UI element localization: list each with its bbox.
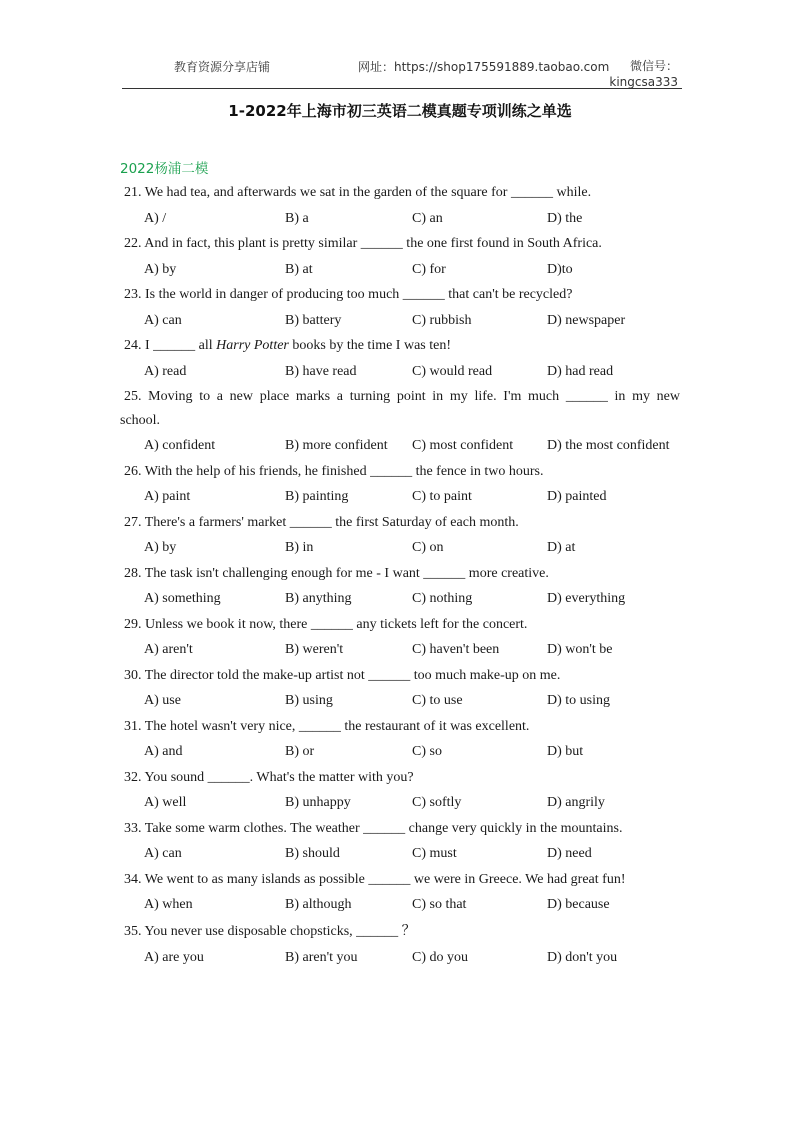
option-a: A) paint	[144, 489, 191, 504]
option-d: D) to using	[547, 693, 610, 708]
question-32	[124, 767, 680, 818]
option-d: D) the	[547, 210, 583, 226]
stem-book-title: Harry Potter	[216, 338, 289, 353]
question-26	[124, 461, 680, 512]
question-28	[124, 563, 680, 614]
option-a: A) something	[144, 591, 221, 606]
question-stem: 28. The task isn't challenging enough for me - I want ______ more creative.	[124, 565, 549, 581]
option-d: D) won't be	[547, 642, 613, 657]
question-24	[124, 335, 680, 386]
option-b: B) weren't	[285, 642, 344, 657]
options-row	[124, 894, 680, 921]
option-a: A) can	[144, 312, 182, 328]
option-c: C) to use	[412, 693, 463, 708]
option-d: D)to	[547, 261, 573, 277]
option-b: B) or	[285, 744, 315, 759]
question-stem: 29. Unless we book it now, there ______ any tickets left for the concert.	[124, 616, 528, 632]
option-b: B) unhappy	[285, 795, 351, 810]
wechat-info	[609, 58, 678, 90]
option-a: A) by	[144, 261, 177, 277]
question-23	[124, 284, 680, 335]
question-21	[124, 182, 680, 233]
option-a: A) use	[144, 693, 181, 708]
option-d: D) because	[547, 897, 610, 912]
option-b: B) should	[285, 846, 340, 861]
question-33	[124, 818, 680, 869]
option-d: D) at	[547, 540, 576, 555]
option-a: A) confident	[144, 438, 216, 453]
option-a: A) can	[144, 846, 182, 861]
option-d: D) everything	[547, 591, 626, 606]
options-row	[124, 639, 680, 665]
question-stem-continued: school.	[120, 413, 161, 428]
option-a: A) aren't	[144, 642, 193, 657]
question-stem: 22. And in fact, this plant is pretty similar ______ the one first found in South Africa.	[124, 236, 602, 251]
option-d: D) the most confident	[547, 438, 670, 453]
option-d: D) painted	[547, 489, 607, 504]
option-c: C) to paint	[412, 489, 472, 504]
option-d: D) angrily	[547, 795, 605, 810]
option-c: C) must	[412, 846, 457, 861]
option-b: B) anything	[285, 591, 352, 606]
question-stem: 31. The hotel wasn't very nice, ______ the restaurant of it was excellent.	[124, 718, 530, 734]
option-b: B) a	[285, 210, 309, 226]
option-a: A) well	[144, 795, 187, 810]
option-c: C) most confident	[412, 438, 514, 453]
option-b: B) although	[285, 897, 352, 912]
option-c: C) would read	[412, 363, 493, 379]
option-b: B) using	[285, 693, 333, 708]
question-stem: 25. Moving to a new place marks a turning point in my life. I'm much ______ in my new	[124, 389, 680, 404]
question-29	[124, 614, 680, 665]
question-27	[124, 512, 680, 563]
option-c: C) softly	[412, 795, 462, 810]
option-d: D) newspaper	[547, 312, 626, 328]
question-stem: 30. The director told the make-up artist not ______ too much make-up on me.	[124, 667, 561, 683]
option-d: D) don't you	[547, 949, 618, 965]
page-header	[122, 56, 682, 89]
question-stem: 26. With the help of his friends, he finished ______ the fence in two hours.	[124, 463, 544, 479]
option-c: C) so that	[412, 897, 467, 912]
options-row	[124, 947, 680, 973]
options-row	[124, 310, 680, 336]
question-list	[120, 182, 680, 972]
option-b: B) battery	[285, 312, 342, 328]
stem-text: books by the time I was ten!	[288, 338, 452, 353]
option-b: B) aren't you	[285, 949, 358, 965]
question-stem: 23. Is the world in danger of producing too much ______ that can't be recycled?	[124, 287, 573, 302]
page-title: 1-2022年上海市初三英语二模真题专项训练之单选	[228, 102, 572, 120]
shop-name: 教育资源分享店铺	[174, 60, 271, 74]
question-stem	[124, 335, 680, 361]
question-25	[120, 386, 680, 461]
section-heading: 2022杨浦二模	[120, 161, 209, 177]
option-c: C) haven't been	[412, 642, 500, 657]
question-stem: 27. There's a farmers' market ______ the first Saturday of each month.	[124, 514, 519, 530]
option-a: A) are you	[144, 949, 204, 965]
question-stem: 21. We had tea, and afterwards we sat in the garden of the square for ______ while.	[124, 185, 592, 200]
question-stem: 32. You sound ______. What's the matter with you?	[124, 769, 414, 785]
wechat-label: 微信号：	[629, 59, 678, 73]
option-c: C) do you	[412, 949, 468, 965]
option-d: D) but	[547, 744, 584, 759]
option-c: C) so	[412, 744, 442, 759]
stem-text: 24. I ______ all	[124, 338, 217, 353]
question-30	[124, 665, 680, 716]
option-a: A) by	[144, 540, 177, 555]
options-row	[124, 792, 680, 818]
question-stem: 33. Take some warm clothes. The weather ______ change very quickly in the mountains.	[124, 820, 623, 836]
option-a: A) when	[144, 897, 193, 912]
wechat-id: kingcsa333	[609, 75, 678, 89]
option-a: A) /	[144, 210, 167, 226]
option-a: A) and	[144, 744, 183, 759]
option-b: B) at	[285, 261, 313, 277]
question-31	[124, 716, 680, 767]
options-row	[124, 435, 680, 461]
option-b: B) in	[285, 540, 314, 555]
option-d: D) need	[547, 846, 592, 861]
options-row	[124, 741, 680, 767]
options-row	[124, 843, 680, 869]
options-row	[124, 690, 680, 716]
option-c: C) on	[412, 540, 444, 555]
options-row	[124, 588, 680, 614]
question-stem: 34. We went to as many islands as possible ______ we were in Greece. We had great fun!	[124, 871, 626, 887]
option-c: C) nothing	[412, 591, 473, 606]
options-row	[124, 361, 680, 387]
question-stem: 35. You never use disposable chopsticks, ______ ？	[124, 924, 416, 939]
option-a: A) read	[144, 363, 187, 379]
options-row	[124, 486, 680, 512]
question-35	[124, 921, 680, 972]
option-b: B) have read	[285, 363, 357, 379]
option-c: C) an	[412, 210, 443, 226]
question-34	[124, 869, 680, 922]
option-b: B) painting	[285, 489, 349, 504]
options-row	[124, 208, 680, 234]
option-b: B) more confident	[285, 438, 388, 453]
question-22	[124, 233, 680, 284]
options-row	[124, 259, 680, 285]
option-c: C) for	[412, 261, 446, 277]
shop-url: 网址：https://shop175591889.taobao.com	[358, 60, 610, 74]
option-c: C) rubbish	[412, 312, 472, 328]
option-d: D) had read	[547, 363, 614, 379]
options-row	[124, 537, 680, 563]
